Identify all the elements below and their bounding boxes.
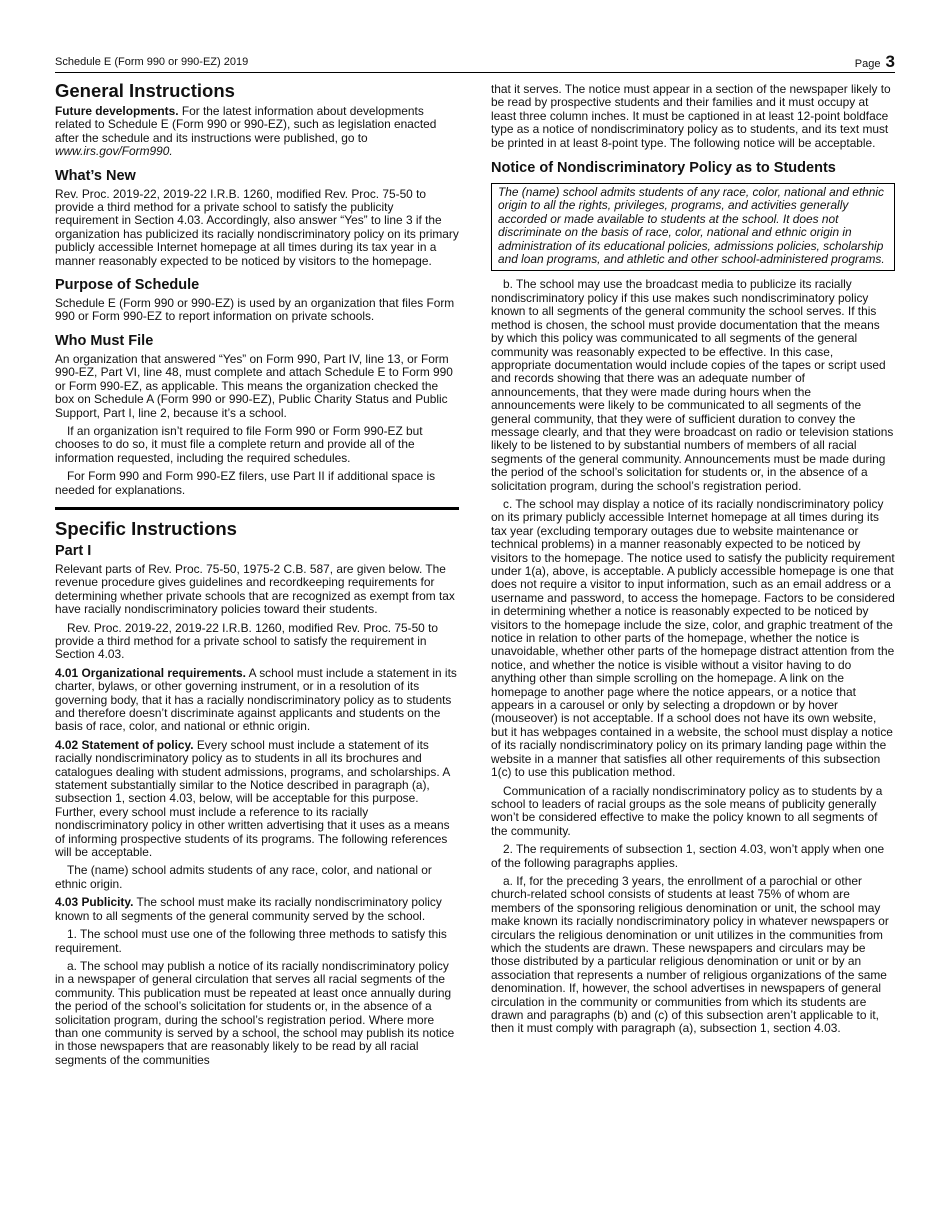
- who-must-file-p2: If an organization isn’t required to file Form 990 or Form 990-EZ but chooses to do so, it must file a complete return and provide all of the information requested, including the required schedules.: [55, 423, 423, 465]
- broadcast-media-paragraph: b. The school may use the broadcast media to publicize its racially nondiscriminatory policy if this use makes such nondiscriminatory policy known to all segments of the general community the school serves. If this method is chosen, the school must provide documentation that the means by which this policy was communicated to all segments of the general community was reasonably expected to be effective. In this case, appropriate documentation would include copies of the tapes or script used and records showing that there was an adequate number of announcements, that they were made during hours when the announcements were likely to be communicated to all segments of the general community, that they were of sufficient duration to convey the message clearly, and that they were broadcast on radio or television stations likely to be listened to by substantial numbers of members of all racial segments of the general community. Announcements must be made during the period of the school’s solicitation for students or, in the absence of a solicitation program, during the school’s registration period.: [491, 277, 894, 493]
- section-401-text: A school must include a statement in its charter, bylaws, or other governing instrument, or in a resolution of its governing body, that it has a racially nondiscriminatory policy as to students and therefore doesn’t discriminate against applicants and students on the basis of race, color, and national or ethnic origin.: [55, 665, 457, 734]
- notice-box: [491, 183, 895, 271]
- form-name: Schedule E (Form 990 or 990-EZ) 2019: [55, 56, 249, 68]
- right-column: [491, 83, 895, 1041]
- requirement-2-paragraph: 2. The requirements of subsection 1, section 4.03, won’t apply when one of the following paragraphs applies.: [491, 842, 885, 870]
- future-developments-text: For the latest information about developments related to Schedule E (Form 990 or 990-EZ), such as legislation enacted after the schedule and its instructions were published, go to: [55, 104, 437, 145]
- homepage-notice-paragraph: c. The school may display a notice of its racially nondiscriminatory policy on its primary publicly accessible Internet homepage at all times during its tax year (excluding temporary outages due to website maintenance or technical problems) in a manner reasonably expected to be noticed by visitors to the homepage. The notice used to satisfy the publicity requirement under 1(a), above, is acceptable. A publicly accessible homepage is one that does not require a visitor to input information, such as an email address or a username and password, to access the homepage. Factors to be considered in determining whether a notice is reasonably expected to be noticed by visitors to the homepage include the size, color, and graphic treatment of the notice in relation to other parts of the homepage, whether the notice is unavoidable, whether other parts of the homepage distract attention from the notice, and whether the notice is visible without a visitor having to do anything other than simple scrolling on the homepage. A link on the homepage to another page where the notice appears, or a notice that appears in a carousel or only by selecting a dropdown or by hover (mouseover) is not acceptable. If a school does not have its own website, but it has webpages contained in a website, the school must display a notice of its racially nondiscriminatory policy on its primary landing page within the website in a manner that satisfies all other requirements of this subsection 1(c) to use this publication method.: [491, 496, 895, 780]
- section-403-paragraph: [55, 896, 459, 923]
- who-must-file-title: Who Must File: [55, 332, 154, 349]
- who-must-file-p3: For Form 990 and Form 990-EZ filers, use Part II if additional space is needed for explanations.: [55, 469, 436, 497]
- future-developments-paragraph: [55, 105, 459, 159]
- irs-url-link[interactable]: www.irs.gov/Form990.: [55, 144, 173, 159]
- page-header: [55, 52, 895, 73]
- section-401-label: 4.01 Organizational requirements.: [55, 665, 246, 680]
- church-school-paragraph: a. If, for the preceding 3 years, the enrollment of a parochial or other church-related school consists of students at least 75% of whom are members of the sponsoring religious denomination or unit, the school may make known its racially nondiscriminatory policy in whatever newspapers or circulars the religious denomination or unit utilizes in the communities from which the students are drawn. These newspapers and circulars may be those distributed by a particular religious denomination or unit or by an association that represents a number of religious organizations of the same denomination. If, however, the school advertises in newspapers of general circulation in the community or communities from which its students are drawn and paragraphs (b) and (c) of this subsection aren’t applicable to it, then it must comply with paragraph (a), subsection 1, section 4.03.: [491, 873, 889, 1036]
- general-instructions-title: General Instructions: [55, 80, 235, 101]
- section-403-p1: 1. The school must use one of the following three methods to satisfy this requirement.: [55, 927, 447, 955]
- who-must-file-p1: An organization that answered “Yes” on Form 990, Part IV, line 13, or Form 990-EZ, Part VI, line 48, must complete and attach Schedule E to Form 990 or Form 990-EZ, as applicable. This means the organization checked the box on Schedule A (Form 990 or 990-EZ), Public Charity Status and Public Support, Part I, line 2, because it’s a school.: [55, 351, 453, 420]
- part-1-p1: Relevant parts of Rev. Proc. 75-50, 1975-2 C.B. 587, are given below. The revenue procedure gives guidelines and recordkeeping requirements for determining whether private schools that are recognized as exempt from tax have racially nondiscriminatory policies toward their students.: [55, 561, 455, 617]
- whats-new-text: Rev. Proc. 2019-22, 2019-22 I.R.B. 1260, modified Rev. Proc. 75-50 to provide a third method for a private school to satisfy the publicity requirement in Section 4.03. Accordingly, also answer “Yes” to line 3 if the organization has publicized its racially nondiscriminatory policy on its primary publicly accessible Internet homepage at all times during its tax year in a manner reasonably expected to be noticed by visitors to the homepage.: [55, 186, 459, 268]
- future-developments-label: Future developments.: [55, 104, 179, 118]
- section-401-paragraph: [55, 667, 459, 734]
- part-1-title: Part I: [55, 542, 92, 559]
- part-1-p2: Rev. Proc. 2019-22, 2019-22 I.R.B. 1260, modified Rev. Proc. 75-50 to provide a third method for a private school to satisfy the requirement in Section 4.03.: [55, 620, 439, 662]
- section-402-label: 4.02 Statement of policy.: [55, 737, 194, 752]
- section-402-paragraph: [55, 739, 459, 860]
- section-402-reference: The (name) school admits students of any race, color, and national or ethnic origin.: [55, 863, 432, 891]
- purpose-title: Purpose of Schedule: [55, 277, 200, 294]
- section-403-a: a. The school may publish a notice of its racially nondiscriminatory policy in a newspaper of general circulation that serves all racial segments of the community. This publication must be repeated at least once annually during the period of the school’s solicitation for students or, in the absence of a solicitation program, during the school’s registration period. Where more than one community is served by a school, the school may publish its notice in those newspapers that are reasonably likely to be read by all racial segments of the communities: [55, 958, 455, 1067]
- specific-instructions-title: Specific Instructions: [55, 517, 237, 539]
- page-number: 3: [885, 52, 895, 71]
- purpose-text: Schedule E (Form 990 or 990-EZ) is used by an organization that files Form 990 or Form 990-EZ to report information on private schools.: [55, 296, 455, 324]
- page-number-label: [855, 52, 895, 72]
- communication-paragraph: Communication of a racially nondiscriminatory policy as to students by a school to leaders of racial groups as the sole means of publicity generally won’t be considered effective to make the policy known to all segments of the community.: [491, 783, 883, 838]
- newspaper-continuation-text: that it serves. The notice must appear in a section of the newspaper likely to be read by prospective students and their families and it must occupy at least three column inches. It must be captioned in at least 12-point boldface type as a notice of nondiscriminatory policy as to students, and its text must be printed in at least 8-point type. The following notice will be acceptable.: [491, 82, 891, 150]
- notice-text: The (name) school admits students of any race, color, national and ethnic origin to all the rights, privileges, programs, and activities generally accorded or made available to students at the school. It does not discriminate on the basis of race, color, national and ethnic origin in administration of its educational policies, admissions policies, scholarship and loan programs, and athletic and other school-administered programs.: [498, 185, 885, 267]
- notice-title: Notice of Nondiscriminatory Policy as to Students: [491, 160, 836, 177]
- section-403-text: The school must make its racially nondiscriminatory policy known to all segments of the general community served by the school.: [55, 895, 442, 923]
- section-402-text: Every school must include a statement of its racially nondiscriminatory policy as to students in all its brochures and catalogues dealing with student admissions, programs, and scholarships. A statement substantially similar to the Notice described in paragraph (a), subsection 1, section 4.03, below, will be acceptable for this purpose. Further, every school must include a reference to its racially nondiscriminatory policy in other written advertising that it uses as a means of informing prospective students of its programs. The following references will be acceptable.: [55, 737, 450, 860]
- left-column: [55, 80, 459, 1072]
- section-divider: [55, 507, 459, 510]
- whats-new-title: What’s New: [55, 167, 136, 184]
- page-label: Page: [854, 58, 881, 70]
- section-403-label: 4.03 Publicity.: [55, 895, 134, 910]
